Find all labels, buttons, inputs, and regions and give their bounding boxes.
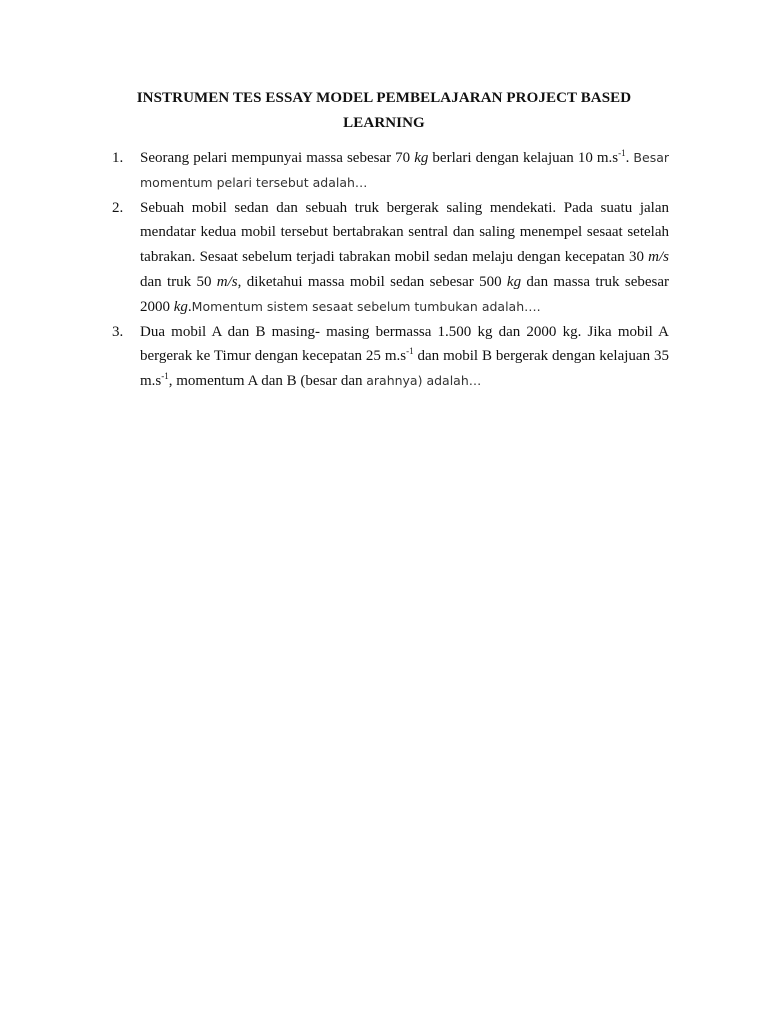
question-text-segment: . xyxy=(625,150,634,166)
question-item-2 xyxy=(112,196,669,320)
unit-kg: kg xyxy=(506,273,522,290)
question-text-segment: dan truk 50 xyxy=(140,273,217,290)
question-text xyxy=(140,320,669,394)
question-list xyxy=(112,146,669,394)
question-item-1 xyxy=(112,146,669,196)
question-text-segment: , diketahui massa mobil sedan sebesar 500 xyxy=(237,273,507,290)
exponent: -1 xyxy=(406,346,414,357)
question-prompt: arahnya) adalah… xyxy=(366,373,482,389)
question-text xyxy=(140,196,669,320)
unit-kg: kg xyxy=(173,298,188,315)
question-text xyxy=(140,146,669,196)
question-item-3 xyxy=(112,320,669,394)
question-text-segment: , momentum A dan B (besar dan xyxy=(168,373,367,390)
question-number: 3. xyxy=(112,323,124,340)
question-text-segment: dan massa truk sebesar 2000 xyxy=(140,273,670,315)
question-prompt: Besar momentum pelari tersebut adalah… xyxy=(140,150,669,190)
document-title: INSTRUMEN TES ESSAY MODEL PEMBELAJARAN PROJECT BASED LEARNING xyxy=(136,90,632,131)
exponent: -1 xyxy=(618,148,626,158)
question-text-segment: Sebuah mobil sedan dan sebuah truk bergerak saling mendekati. Pada suatu jalan mendatar kedua mobil tersebut bertabrakan sentral dan saling menempel sesaat setelah tabrakan. Sesaat sebelum terjadi tabrakan mobil sedan melaju dengan kecepatan 30 xyxy=(140,199,669,266)
unit-m-per-s: m/s xyxy=(648,249,669,266)
question-text-segment: dan mobil B bergerak dengan kelajuan 35 m.s xyxy=(140,348,670,390)
question-text-segment: Seorang pelari mempunyai massa sebesar 70 xyxy=(140,150,415,166)
unit-kg: kg xyxy=(414,150,429,166)
question-text-segment: berlari dengan kelajuan 10 m.s xyxy=(428,150,619,166)
unit-m-per-s: m/s xyxy=(216,273,238,290)
question-prompt: Momentum sistem sesaat sebelum tumbukan adalah…. xyxy=(191,298,541,314)
exponent: -1 xyxy=(161,371,169,382)
question-text-segment: . xyxy=(187,298,192,315)
question-number: 2. xyxy=(112,199,124,216)
question-text-segment: Dua mobil A dan B masing- masing bermassa 1.500 kg dan 2000 kg. Jika mobil A bergerak ke Timur dengan kecepatan 25 m.s xyxy=(140,323,669,365)
question-number: 1. xyxy=(112,150,124,166)
